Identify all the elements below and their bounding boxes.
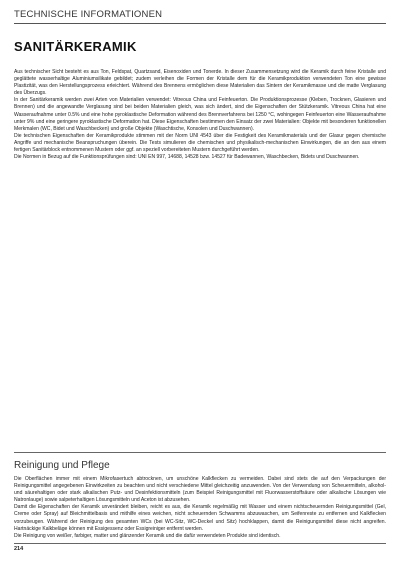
paragraph: Die Oberflächen immer mit einem Mikrofasertuch abtrocknen, um unschöne Kalkflecken zu vermeiden. Dabei sind stets die auf den Verpackungen der Reinigungsmittel angegebenen Einwirkzeiten zu beachten und nicht verschiedene Mittel gleichzeitig anzuwenden. Von der Verwendung von Scheuermitteln, alkohol- und säurehaltigen oder stark alkalischen Putz- und Desinfektionsmitteln (zum Beispiel Reinigungsmittel mit Fluorwasserstoffsäure oder alkalische Lösungen wie Natronlauge) sowie salpeterhaltigen Lösungsmitteln und Aceton ist abzusehen. bbox=[14, 476, 386, 504]
paragraph: Die Normen in Bezug auf die Funktionsprüfungen sind: UNI EN 997, 14688, 14528 bzw. 14527 für Badewannen, Waschbecken, Bidets und Duschwannen. bbox=[14, 154, 360, 161]
section-body-sanitary-ceramics bbox=[14, 69, 386, 161]
running-header: TECHNISCHE INFORMATIONEN bbox=[14, 9, 386, 24]
paragraph: In der Sanitärkeramik werden zwei Arten von Materialien verwendet: Vitreous China und Feinfeuerton. Die Produktionsprozesse (Kleben, Trocknen, Glasieren und Brennen) und die angewandte Verglasung sind bei beiden Materialien gleich, was sich ändert, sind die Eigenschaften der Stützkeramik. Vitreous China hat eine Wasseraufnahme unter 0.5% und eine hohe pyroklastische Deformation während des Brennverfahrens bei 1250 °C, wohingegen Feinfeuerton eine Wasseraufnahme unter 9% und eine geringere pyroklastische Deformation hat. Diese Eigenschaften bestimmen den Einsatz der zwei Materialien: Objekte mit besonderen funktionellen Merkmalen (WC, Bidet und Waschbecken) und große Objekte (Waschtische, Konsolen und Duschwannen). bbox=[14, 97, 386, 132]
paragraph: Die technischen Eigenschaften der Keramikprodukte stimmen mit der Norm UNI 4543 über die Festigkeit des Keramikmaterials und der Glasur gegen chemische Angriffe und mechanische Beanspruchungen überein. Die Tests simulieren die chemischen und physikalisch-mechanischen Einwirkungen, die an den aus einem fertigen Sanitärblock entnommenen Mustern oder ggf. an speziell vorbereiteten Mustern durchgeführt werden. bbox=[14, 132, 386, 154]
section-body-cleaning-care bbox=[14, 476, 386, 540]
section-heading-cleaning-care: Reinigung und Pflege bbox=[14, 460, 110, 471]
paragraph: Die Reinigung von weißer, farbiger, matter und glänzender Keramik und die dafür verwendeten Produkte sind identisch. bbox=[14, 532, 281, 539]
paragraph: Aus technischer Sicht besteht es aus Ton, Feldspat, Quartzsand, Eisenoxiden und Tonerde. In dieser Zusammensetzung wird die Keramik durch feine Kristalle und geglättete wasserhaltige Aluminiumsilikate gebildet; zudem verleihen die Formen der Kristalle dem für die Keramikproduktion verwendeten Ton eine gewisse Plastizität, was den Herstellungsprozess erleichtert. Während des Brennens ermöglichen diese Materialien das Sintern der Keramikmasse und die matte Verglasung des Überzugs. bbox=[14, 69, 386, 97]
section-heading-sanitary-ceramics: SANITÄRKERAMIK bbox=[14, 39, 137, 54]
section-divider bbox=[14, 452, 386, 453]
page-number: 214 bbox=[14, 546, 24, 552]
paragraph: Damit die Eigenschaften der Keramik unverändert bleiben, reicht es aus, die Keramik regelmäßig mit Wasser und einem nichtscheuernden Reinigungsmittel (Gel, Creme oder Spray) auf Bleichmittelbasis und mithilfe eines weichen, nicht scheuernden Schwamms abzuwaschen, um Seifenreste zu entfernen und Kalkflecken vorzubeugen. Während der Reinigung des gesamten WCs (bei WC-Sitz, WC-Deckel und Sitz) hochklappen, damit die Reinigungsmittel diese nicht angreifen. Hartnäckige Kalkbeläge können mit Essigessenz oder Essigreiniger entfernt werden. bbox=[14, 504, 386, 532]
footer-divider bbox=[14, 543, 386, 544]
